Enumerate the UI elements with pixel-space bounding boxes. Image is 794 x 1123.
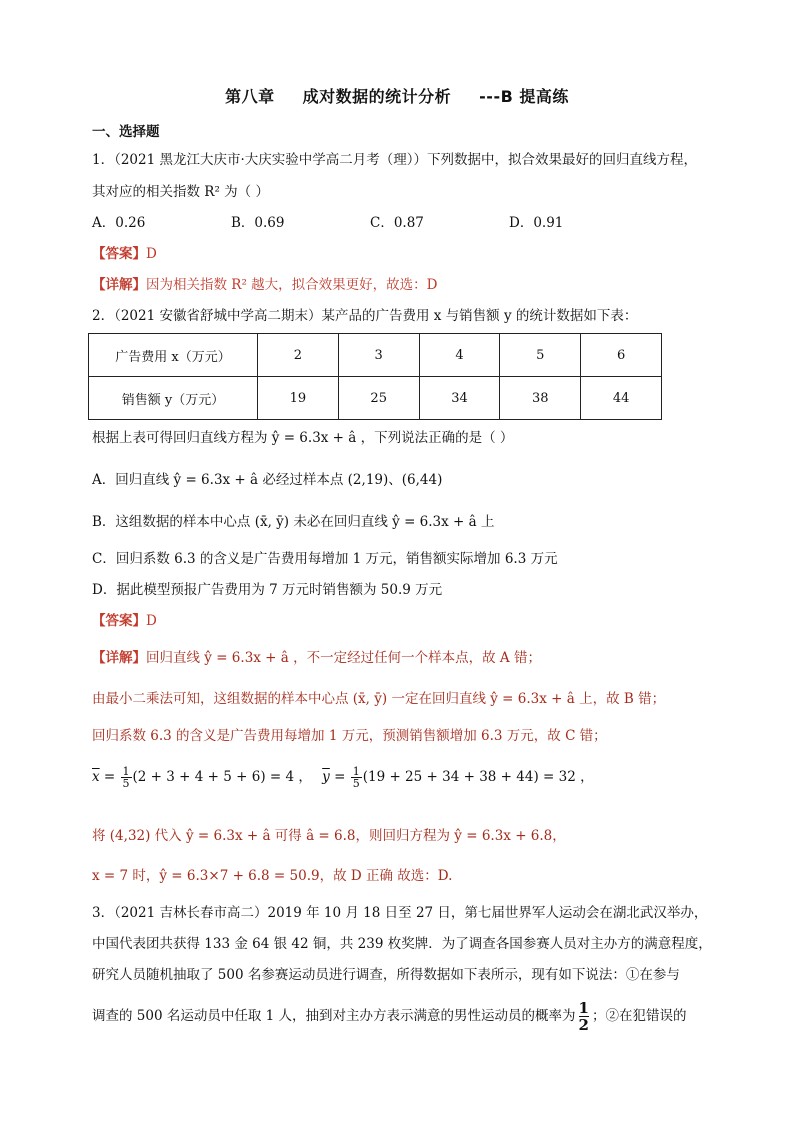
table-cell: 4 bbox=[419, 334, 500, 377]
probability-fraction: $\frac{1}{2}$ bbox=[578, 999, 589, 1034]
table-row-label: 销售额 y（万元） bbox=[89, 377, 258, 420]
table-cell: 2 bbox=[258, 334, 339, 377]
q1-answer bbox=[92, 244, 157, 264]
table-cell: 25 bbox=[338, 377, 419, 420]
q3-line4-text: 调查的 500 名运动员中任取 1 人，抽到对主办方表示满意的男性运动员的概率为 bbox=[92, 1008, 576, 1024]
q2-answer bbox=[92, 611, 157, 631]
q3-line1: 3．（2021 吉林长春市高二）2019 年 10 月 18 日至 27 日，第七届世界军人运动会在湖北武汉举办， bbox=[92, 905, 708, 921]
detail-text: 因为相关指数 R² 越大，拟合效果更好，故选：D bbox=[146, 277, 438, 293]
table-cell: 34 bbox=[419, 377, 500, 420]
q2-data-table bbox=[88, 333, 662, 420]
q2-option-b: B．这组数据的样本中心点 (x̄, ȳ) 未必在回归直线 ŷ = 6.3x + â 上 bbox=[92, 514, 495, 530]
chapter-suffix: ---B 提高练 bbox=[479, 87, 569, 106]
q1-option-c: C．0.87 bbox=[370, 215, 424, 231]
section-heading: 一、选择题 bbox=[92, 124, 160, 140]
chapter-label: 第八章 bbox=[225, 87, 275, 106]
q2-detail-line3: 回归系数 6.3 的含义是广告费用每增加 1 万元，预测销售额增加 6.3 万元，故 C 错； bbox=[92, 728, 607, 744]
q1-option-a: A．0.26 bbox=[92, 215, 146, 231]
table-row bbox=[89, 334, 662, 377]
q2-option-c: C．回归系数 6.3 的含义是广告费用每增加 1 万元，销售额实际增加 6.3 万元 bbox=[92, 551, 558, 567]
q1-option-b: B．0.69 bbox=[231, 215, 285, 231]
q3-line4-tail: ；②在犯错误的 bbox=[591, 1008, 687, 1024]
q2-stem: 2．（2021 安徽省舒城中学高二期末）某产品的广告费用 x 与销售额 y 的统计数据如下表： bbox=[92, 308, 638, 324]
answer-tag: 【答案】 bbox=[92, 246, 146, 262]
q2-detail-line2: 由最小二乘法可知，这组数据的样本中心点 (x̄, ȳ) 一定在回归直线 ŷ = 6.3x + â 上，故 B 错； bbox=[92, 691, 666, 707]
q2-option-a: A．回归直线 ŷ = 6.3x + â 必经过样本点 (2,19)、(6,44) bbox=[92, 472, 443, 488]
q1-stem-line2: 其对应的相关指数 R² 为（ ） bbox=[92, 184, 269, 200]
q3-line4 bbox=[92, 1000, 686, 1033]
detail-tag: 【详解】 bbox=[92, 277, 146, 293]
answer-tag: 【答案】 bbox=[92, 613, 146, 629]
table-cell: 3 bbox=[338, 334, 419, 377]
ybar-sum: (19 + 25 + 34 + 38 + 44) = 32 ， bbox=[362, 769, 594, 785]
q3-line3: 研究人员随机抽取了 500 名参赛运动员进行调查，所得数据如下表所示，现有如下说法：①在参与 bbox=[92, 967, 680, 983]
table-cell: 6 bbox=[581, 334, 662, 377]
q2-detail-line1 bbox=[92, 648, 541, 668]
table-cell: 19 bbox=[258, 377, 339, 420]
xbar-label: $\overline{x}$ = bbox=[92, 769, 120, 785]
ybar-label: $\overline{y}$ = bbox=[322, 769, 350, 785]
fraction: $\frac{1}{5}$ bbox=[122, 765, 130, 790]
page-title bbox=[0, 84, 794, 107]
xbar-sum: (2 + 3 + 4 + 5 + 6) = 4 ， bbox=[132, 769, 312, 785]
fraction: $\frac{1}{5}$ bbox=[352, 765, 360, 790]
answer-value: D bbox=[146, 246, 157, 262]
chapter-topic: 成对数据的统计分析 bbox=[302, 87, 452, 106]
q2-mean-calculation bbox=[92, 766, 594, 789]
q2-detail-line6: x = 7 时，ŷ = 6.3×7 + 6.8 = 50.9，故 D 正确 故选：D. bbox=[92, 868, 453, 884]
table-cell: 38 bbox=[500, 377, 581, 420]
q2-detail-line5: 将 (4,32) 代入 ŷ = 6.3x + â 可得 â = 6.8，则回归方程为 ŷ = 6.3x + 6.8， bbox=[92, 828, 566, 844]
q1-option-d: D．0.91 bbox=[509, 215, 564, 231]
q1-stem-line1: 1．（2021 黑龙江大庆市·大庆实验中学高二月考（理））下列数据中，拟合效果最好的回归直线方程， bbox=[92, 152, 698, 168]
q2-option-d: D．据此模型预报广告费用为 7 万元时销售额为 50.9 万元 bbox=[92, 582, 443, 598]
q2-after-table: 根据上表可得回归直线方程为 ŷ = 6.3x + â ，下列说法正确的是（ ） bbox=[92, 430, 514, 446]
q3-line2: 中国代表团共获得 133 金 64 银 42 铜，共 239 枚奖牌．为了调查各国参赛人员对主办方的满意程度， bbox=[92, 936, 712, 952]
detail-text: 回归直线 ŷ = 6.3x + â ，不一定经过任何一个样本点，故 A 错； bbox=[146, 650, 541, 666]
answer-value: D bbox=[146, 613, 157, 629]
table-row-label: 广告费用 x（万元） bbox=[89, 334, 258, 377]
q1-detail bbox=[92, 275, 437, 295]
table-cell: 5 bbox=[500, 334, 581, 377]
detail-tag: 【详解】 bbox=[92, 650, 146, 666]
table-cell: 44 bbox=[581, 377, 662, 420]
table-row bbox=[89, 377, 662, 420]
